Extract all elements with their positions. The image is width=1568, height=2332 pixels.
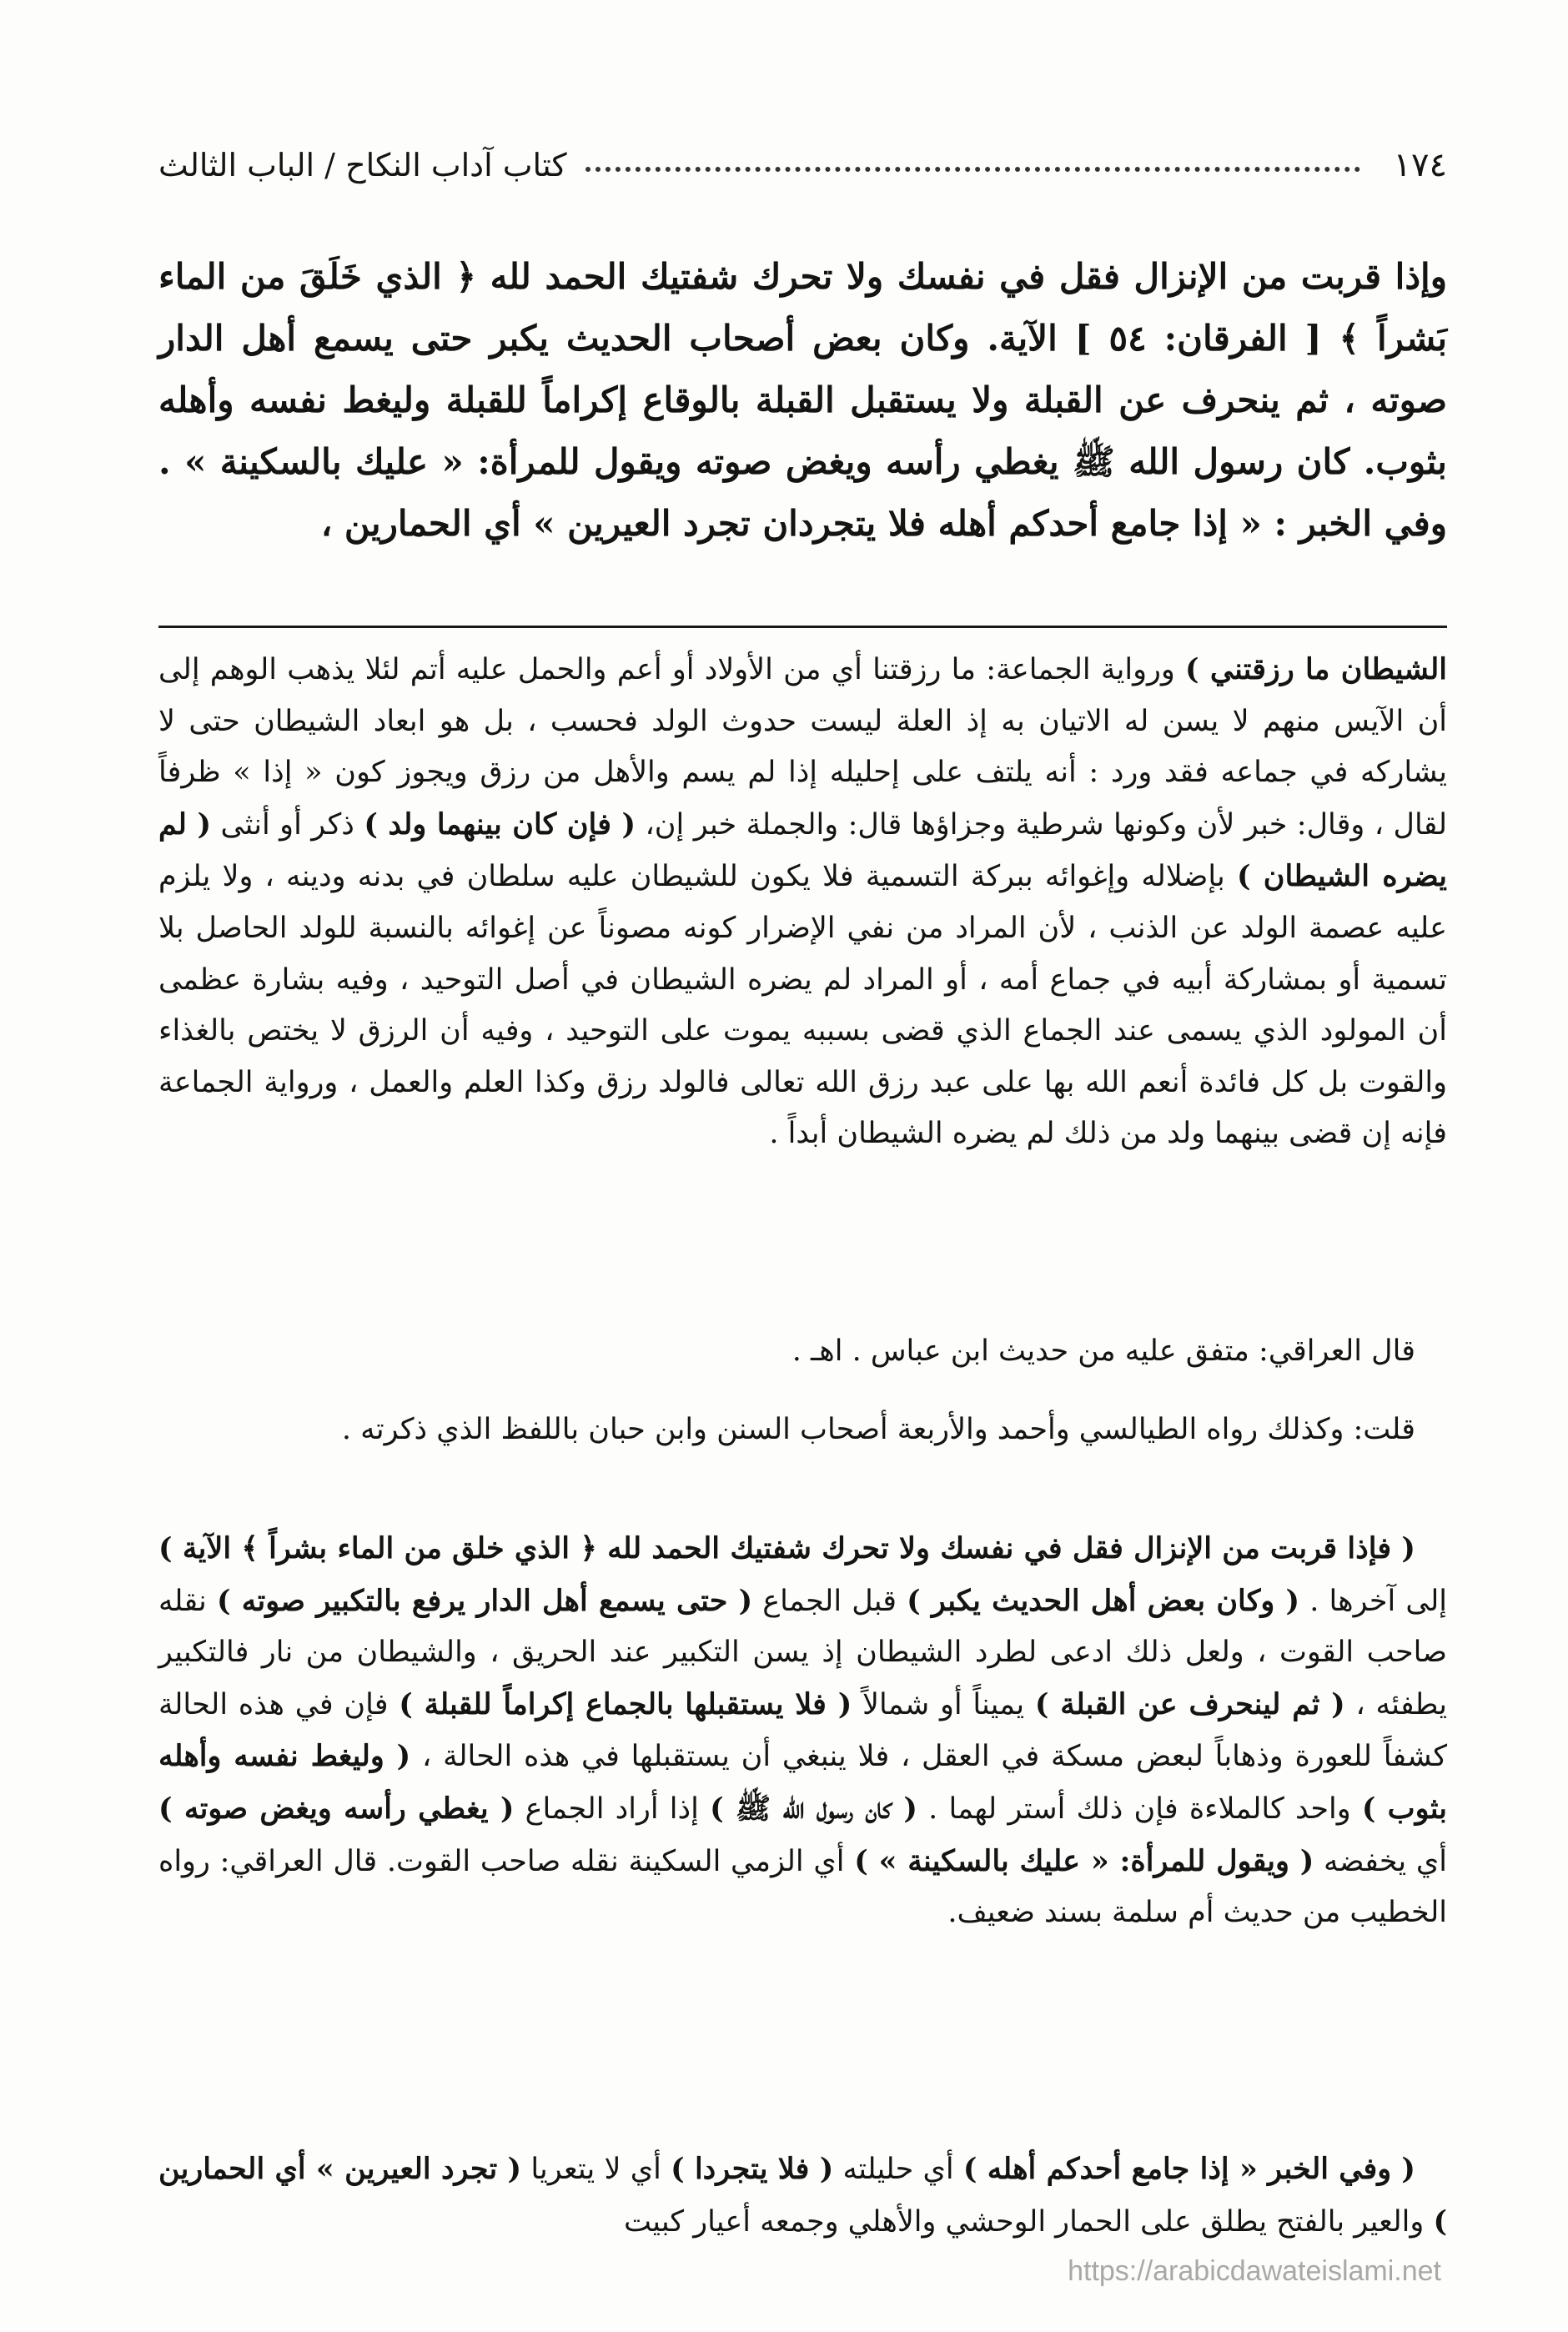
- commentary-text: إلى آخرها .: [1299, 1584, 1447, 1618]
- main-text: [158, 246, 1447, 555]
- commentary-text: يميناً أو شمالاً: [852, 1687, 1035, 1721]
- commentary-paragraph-4: [158, 1523, 1447, 1939]
- commentary-text: أي الزمي السكينة نقله صاحب القوت. قال العراقي: رواه الخطيب من حديث أم سلمة بسند ضعيف.: [158, 1844, 1447, 1930]
- commentary-text: فإن في هذه الحالة كشفاً للعورة وذهاباً لبعض مسكة في العقل ، فلا ينبغي أن يستقبلها في هذه الحالة ،: [158, 1687, 1447, 1774]
- commentary-text: واحد كالملاءة فإن ذلك أستر لهما .: [917, 1792, 1362, 1826]
- commentary-text: أي حليلته: [833, 2153, 963, 2186]
- commentary-lemma: ( لم يضره الشيطان ): [158, 807, 1447, 894]
- main-paragraph: وإذا قربت من الإنزال فقل في نفسك ولا تحرك شفتيك الحمد لله ﴿ الذي خَلَقَ من الماء بَشراً ﴾ [ الفرقان: ٥٤ ] الآية. وكان بعض أصحاب الحديث يكبر حتى يسمع أهل الدار صوته ، ثم ينحرف عن القبلة ولا يستقبل القبلة بالوقاع إكراماً للقبلة وليغط نفسه وأهله بثوب. كان رسول الله ﷺ يغطي رأسه ويغض صوته ويقول للمرأة: « عليك بالسكينة » . وفي الخبر : « إذا جامع أحدكم أهله فلا يتجردان تجرد العيرين » أي الحمارين ،: [158, 256, 1448, 544]
- commentary-text: قبل الجماع: [752, 1584, 907, 1618]
- commentary-lemma: ( ثم لينحرف عن القبلة ): [1034, 1686, 1345, 1721]
- commentary-paragraph-1: [158, 644, 1447, 1160]
- site-watermark: https://arabicdawateislami.net: [1068, 2255, 1441, 2287]
- commentary-text: ذكر أو أنثى: [211, 807, 364, 842]
- commentary-paragraph-3: [158, 1405, 1447, 1456]
- commentary-lemma: ( كان رسول الله ﷺ ): [710, 1791, 917, 1826]
- commentary-paragraph-2: [158, 1326, 1447, 1378]
- commentary-text: بإضلاله وإغوائه ببركة التسمية فلا يكون للشيطان عليه سلطان في بدنه ودينه ، ولا يلزم عليه عصمة الولد عن الذنب ، لأن المراد من نفي الإضرار كونه مصوناً عن إغوائه بالنسبة للولد الحاصل بلا تسمية أو بمشاركة أبيه في جماع أمه ، أو المراد لم يضره الشيطان في أصل التوحيد ، وفيه بشارة عظمى أن المولود الذي يسمى عند الجماع الذي قضى بسببه يموت على التوحيد ، وفيه أن الرزق لا يختص بالغذاء والقوت بل كل فائدة أنعم الله بها على عبد رزق الله تعالى فالولد رزق وكذا العلم والعمل ، ورواية الجماعة فإنه إن قضى بينهما ولد من ذلك لم يضره الشيطان أبداً .: [158, 860, 1447, 1151]
- commentary-text: نقله صاحب القوت ، ولعل ذلك ادعى لطرد الشيطان إذ يسن التكبير عند الحريق ، والشيطان من نار فالتكبير يطفئه ،: [158, 1584, 1448, 1721]
- commentary-lemma: ( فإن كان بينهما ولد ): [364, 807, 636, 842]
- author-note: قلت: وكذلك رواه الطيالسي وأحمد والأربعة أصحاب السنن وابن حبان باللفظ الذي ذكرته .: [341, 1413, 1415, 1446]
- commentary-lemma: ( فلا يتجردا ): [671, 2152, 834, 2186]
- commentary-text: أي يخفضه: [1314, 1844, 1448, 1878]
- iraqi-note: قال العراقي: متفق عليه من حديث ابن عباس . اهـ .: [792, 1334, 1415, 1368]
- commentary-text: أي لا يتعريا: [521, 2153, 671, 2186]
- commentary-lemma: ( حتى يسمع أهل الدار يرفع بالتكبير صوته ): [216, 1583, 753, 1618]
- commentary-text: والعير بالفتح يطلق على الحمار الوحشي والأهلي وجمعه أعيار كبيت: [623, 2204, 1434, 2239]
- running-header: [158, 140, 1447, 190]
- commentary-lemma: ( وكان بعض أهل الحديث يكبر ): [907, 1583, 1300, 1618]
- dotted-leader: [585, 167, 1360, 172]
- commentary-lemma: ( فإذا قربت من الإنزال فقل في نفسك ولا تحرك شفتيك الحمد لله ﴿ الذي خلق من الماء بشراً ﴾ الآية ): [158, 1531, 1415, 1566]
- page-number: ١٧٤: [1393, 146, 1447, 184]
- commentary-lemma: ( تجرد العيرين » أي الحمارين ): [158, 2152, 1447, 2239]
- commentary-paragraph-5: [158, 2144, 1447, 2248]
- commentary-text: إذا أراد الجماع: [514, 1792, 711, 1826]
- separator-rule: [158, 626, 1447, 628]
- commentary-lemma: الشيطان ما رزقتني ): [1185, 652, 1447, 686]
- commentary-text: ورواية الجماعة: ما رزقتنا أي من الأولاد أو أعم والحمل عليه أتم لئلا يذهب الوهم إلى أن الآيس منهم لا يسن له الاتيان به إذ العلة ليست حدوث الولد فحسب ، بل هو ابعاد الشيطان حتى لا يشاركه في جماعه فقد ورد : أنه يلتف على إحليله إذا لم يسم والأهل من رزق ويجوز كون « إذا » ظرفاً لقال ، وقال: خبر لأن وكونها شرطية وجزاؤها قال: والجملة خبر إن،: [158, 653, 1448, 842]
- commentary-lemma: ( يغطي رأسه ويغض صوته ): [158, 1791, 515, 1826]
- commentary-lemma: ( فلا يستقبلها بالجماع إكراماً للقبلة ): [399, 1686, 852, 1721]
- commentary-lemma: ( وفي الخبر « إذا جامع أحدكم أهله ): [962, 2152, 1415, 2186]
- running-title: كتاب آداب النكاح / الباب الثالث: [158, 147, 567, 183]
- commentary-lemma: ( وليغط نفسه وأهله بثوب ): [158, 1739, 1447, 1826]
- commentary-lemma: ( ويقول للمرأة: « عليك بالسكينة » ): [854, 1843, 1314, 1878]
